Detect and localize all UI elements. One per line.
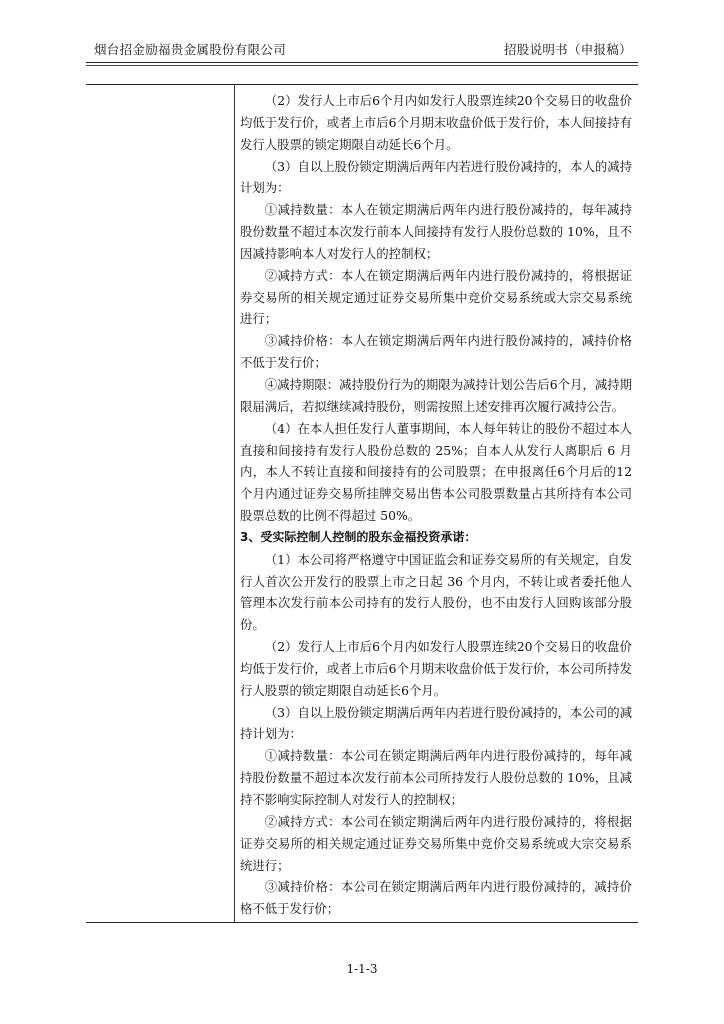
paragraph: （4）在本人担任发行人董事期间，本人每年转让的股份不超过本人直接和间接持有发行人股份总数的 25%；自本人从发行人离职后 6 月内，本人不转让直接和间接持有的公司股票；在申报离任6个月后的12 个月内通过证券交易所挂牌交易出售本公司股票数量占其所持有本公司股票总数的比例不得超过 50%。 — [240, 420, 633, 524]
header-company-name: 烟台招金励福贵金属股份有限公司 — [94, 42, 287, 57]
table-bottom-border — [86, 922, 638, 923]
header-rule — [86, 62, 638, 63]
paragraph: （2）发行人上市后6个月内如发行人股票连续20个交易日的收盘价均低于发行价，或者上市后6个月期末收盘价低于发行价，本人间接持有发行人股票的锁定期限自动延长6个月。 — [240, 93, 632, 152]
paragraph: ③减持价格：本公司在锁定期满后两年内进行股份减持的，减持价格不低于发行价； — [240, 879, 632, 917]
paragraph: （2）发行人上市后6个月内如发行人股票连续20个交易日的收盘价均低于发行价，或者上市后6个月期末收盘价低于发行价，本公司所持发行人股票的锁定期限自动延长6个月。 — [240, 639, 632, 698]
table-column-divider — [234, 84, 235, 922]
paragraph: ①减持数量：本公司在锁定期满后两年内进行股份减持的，每年减持股份数量不超过本次发行前本公司所持发行人股份总数的 10%，且减持不影响实际控制人对发行人的控制权； — [240, 748, 632, 807]
paragraph: （3）自以上股份锁定期满后两年内若进行股份减持的，本公司的减持计划为： — [240, 704, 633, 742]
paragraph: ①减持数量：本人在锁定期满后两年内进行股份减持的，每年减持股份数量不超过本次发行前本人间接持有发行人股份总数的 10%，且不因减持影响本人对发行人的控制权； — [240, 202, 632, 261]
header-document-title: 招股说明书（申报稿） — [503, 42, 632, 57]
table-left-column — [86, 84, 234, 922]
paragraph: （1）本公司将严格遵守中国证监会和证券交易所的有关规定，自发行人首次公开发行的股票上市之日起 36 个月内，不转让或者委托他人管理本次发行前本公司持有的发行人股份，也不由发行人回购该部分股份。 — [240, 551, 633, 633]
header-rule-thin — [86, 65, 638, 66]
paragraph: ③减持价格：本人在锁定期满后两年内进行股份减持的，减持价格不低于发行价； — [240, 333, 632, 371]
paragraph: ④减持期限：减持股份行为的期限为减持计划公告后6个月，减持期限届满后，若拟继续减持股份，则需按照上述安排再次履行减持公告。 — [240, 376, 633, 414]
page-number: 1-1-3 — [346, 962, 378, 976]
paragraph: ②减持方式：本人在锁定期满后两年内进行股份减持的，将根据证券交易所的相关规定通过证券交易所集中竞价交易系统或大宗交易系统进行； — [240, 267, 632, 327]
commitment-text — [240, 90, 632, 920]
section-heading: 3、受实际控制人控制的股东金福投资承诺： — [240, 529, 477, 544]
paragraph: （3）自以上股份锁定期满后两年内若进行股份减持的，本人的减持计划为： — [240, 158, 633, 196]
paragraph: ②减持方式：本公司在锁定期满后两年内进行股份减持的，将根据证券交易所的相关规定通过证券交易所集中竞价交易系统或大宗交易系统进行； — [240, 813, 632, 873]
